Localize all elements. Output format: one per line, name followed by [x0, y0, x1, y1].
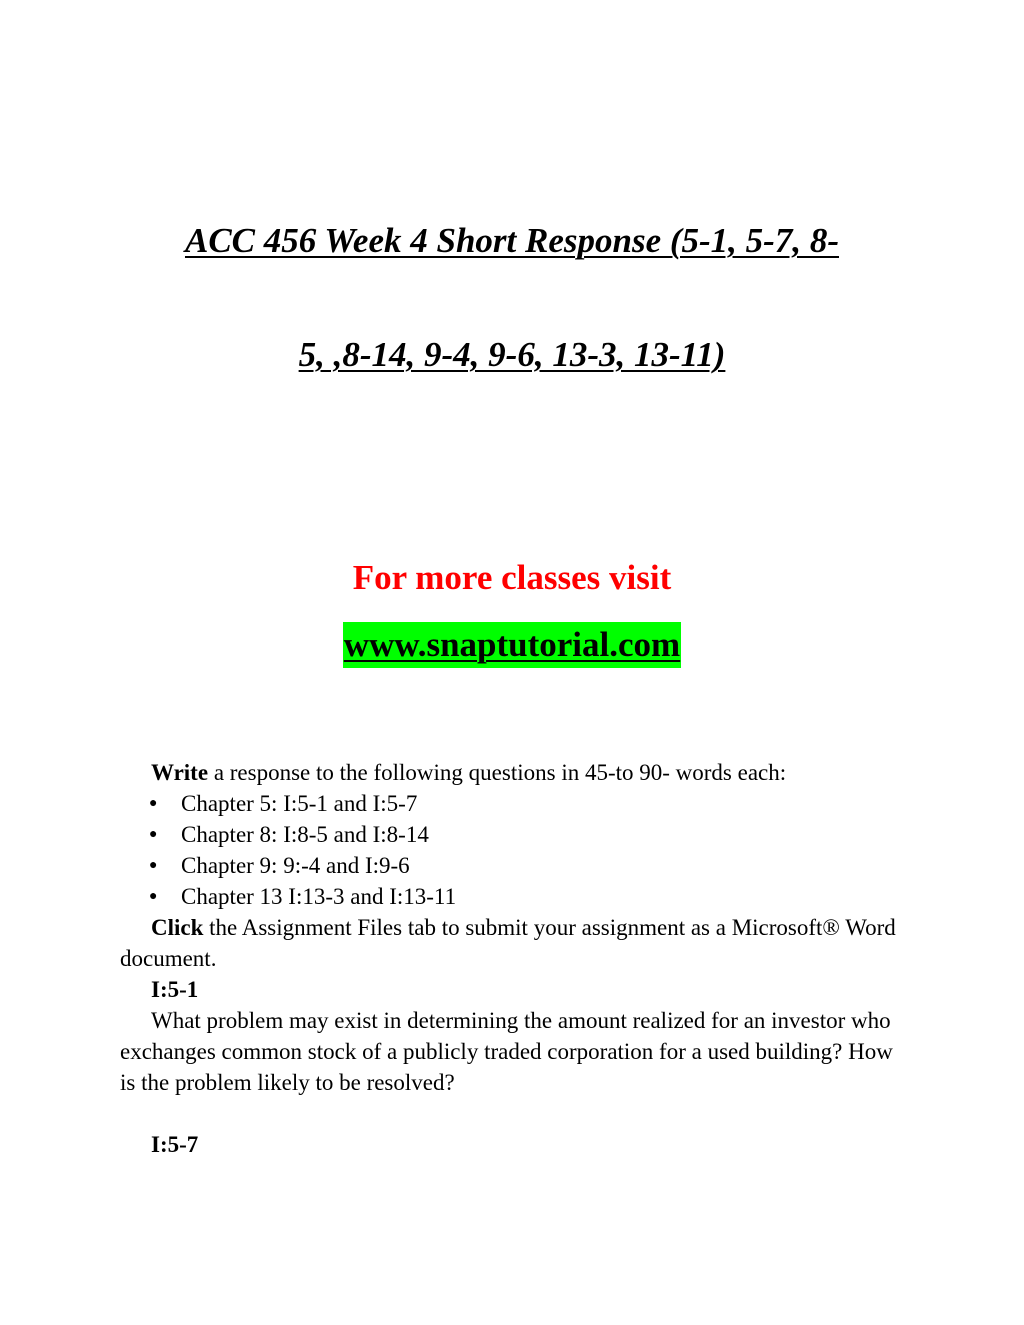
question-label	[120, 1129, 900, 1160]
list-item-text: Chapter 9: 9:-4 and I:9-6	[181, 853, 410, 878]
assignment-body	[120, 757, 900, 1160]
bullet-icon: ●	[149, 858, 158, 873]
write-instruction	[120, 757, 900, 788]
document-title-line-1	[0, 219, 1024, 263]
write-bold: Write	[151, 760, 209, 785]
title-text-2: 5, ,8-14, 9-4, 9-6, 13-3, 13-11)	[298, 335, 726, 374]
bullet-icon: ●	[149, 827, 158, 842]
list-item-text: Chapter 13 I:13-3 and I:13-11	[181, 884, 457, 909]
paragraph-gap	[120, 1098, 900, 1129]
list-item	[120, 850, 900, 881]
chapter-list	[120, 788, 900, 912]
click-bold: Click	[151, 915, 204, 940]
title-text-1: ACC 456 Week 4 Short Response (5-1, 5-7, 8-	[184, 221, 839, 260]
list-item	[120, 819, 900, 850]
question-label-text: I:5-7	[151, 1132, 199, 1157]
promo-link-wrap	[0, 622, 1024, 668]
bullet-icon: ●	[149, 796, 158, 811]
list-item-text: Chapter 8: I:8-5 and I:8-14	[181, 822, 429, 847]
list-item-text: Chapter 5: I:5-1 and I:5-7	[181, 791, 418, 816]
write-rest: a response to the following questions in 45-to 90- words each:	[208, 760, 787, 785]
promo-heading: For more classes visit	[352, 558, 672, 597]
document-title-line-2	[0, 333, 1024, 377]
list-item	[120, 881, 900, 912]
click-rest: the Assignment Files tab to submit your assignment as a Microsoft® Word document.	[120, 915, 896, 971]
question-label	[120, 974, 900, 1005]
question-label-text: I:5-1	[151, 977, 199, 1002]
question-text: What problem may exist in determining the amount realized for an investor who exchanges common stock of a publicly traded corporation for a used building? How is the problem likely to be resolved?	[120, 1008, 893, 1095]
click-instruction	[120, 912, 900, 974]
list-item	[120, 788, 900, 819]
website-link[interactable]: www.snaptutorial.com	[343, 622, 681, 668]
bullet-icon: ●	[149, 889, 158, 904]
